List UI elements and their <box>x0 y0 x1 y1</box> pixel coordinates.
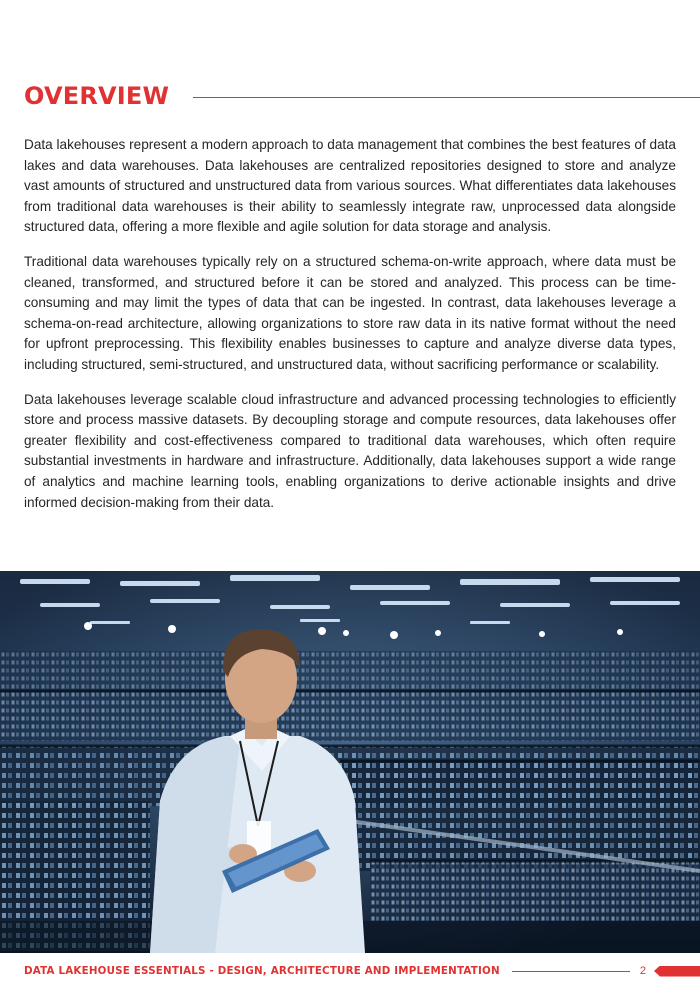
page-tab-marker <box>654 966 700 977</box>
paragraph-3: Data lakehouses leverage scalable cloud infrastructure and advanced processing technologies to efficiently store and process massive datasets. By decoupling storage and compute resources, data lakehouses offer greater flexibility and cost-effectiveness compared to traditional data warehouses, which often require substantial investments in hardware and infrastructure. Additionally, data lakehouses support a wide range of analytics and machine learning tools, enabling organizations to derive actionable insights and drive informed decision-making from their data. <box>24 391 676 510</box>
data-center-photo <box>0 571 700 953</box>
footer-divider <box>512 971 630 972</box>
page-number: 2 <box>639 965 646 977</box>
section-title: OVERVIEW <box>24 82 170 110</box>
paragraph-1: Data lakehouses represent a modern approach to data management that combines the best features of data lakes and data warehouses. Data lakehouses are centralized repositories designed to store and analyze vast amounts of structured and unstructured data from various sources. What differentiates data lakehouses from traditional data warehouses is their ability to seamlessly integrate raw, unprocessed data alongside structured data, offering a more flexible and agile solution for data storage and analysis. <box>24 137 676 235</box>
title-divider <box>193 97 700 98</box>
paragraph-2: Traditional data warehouses typically rely on a structured schema-on-write approach, where data must be cleaned, transformed, and structured before it can be stored and analyzed. This process can be time-consuming and may limit the types of data that can be ingested. In contrast, data lakehouses leverage a schema-on-read architecture, allowing organizations to store raw data in its native format without the need for upfront preprocessing. This flexibility enables businesses to capture and analyze diverse data types, including structured, semi-structured, and unstructured data, without sacrificing performance or scalability. <box>24 253 676 372</box>
section-header <box>24 82 700 110</box>
footer-document-title: DATA LAKEHOUSE ESSENTIALS - DESIGN, ARCHITECTURE AND IMPLEMENTATION <box>24 965 500 977</box>
body-text <box>24 135 676 527</box>
page-footer <box>24 962 700 980</box>
